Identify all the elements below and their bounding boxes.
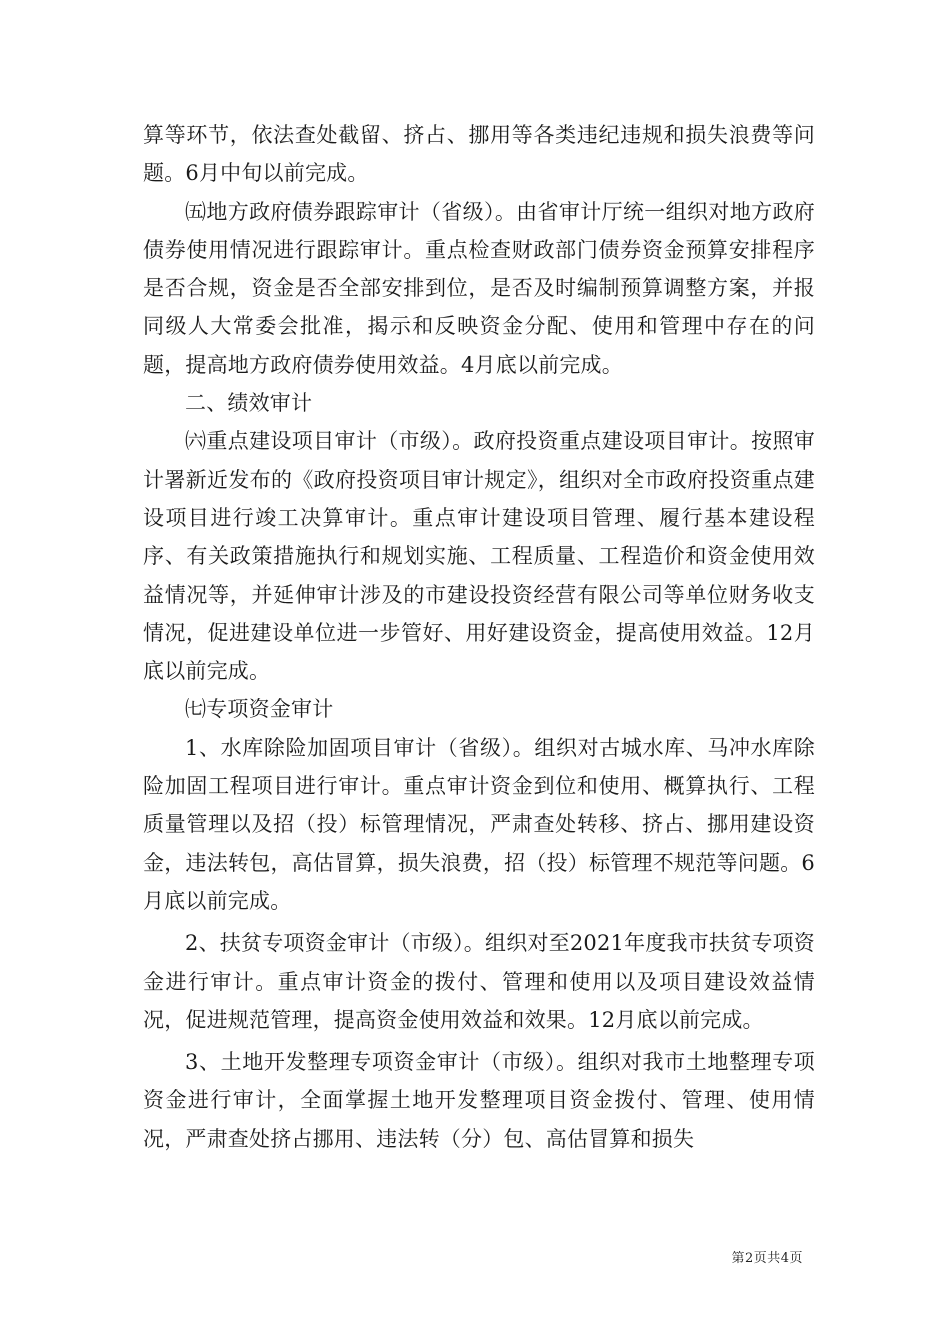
paragraph-section-5: ㈤地方政府债券跟踪审计（省级）。由省审计厅统一组织对地方政府债券使用情况进行跟踪审计。重点检查财政部门债券资金预算安排程序是否合规，资金是否全部安排到位，是否及时编制预算调整方案，并报同级人大常委会批准，揭示和反映资金分配、使用和管理中存在的问题，提高地方政府债券使用效益。4月底以前完成。 — [143, 199, 815, 377]
paragraph-item-1: 1、水库除险加固项目审计（省级）。组织对古城水库、马冲水库除险加固工程项目进行审计。重点审计资金到位和使用、概算执行、工程质量管理以及招（投）标管理情况，严肃查处转移、挤占、挪用建设资金，违法转包，高估冒算，损失浪费，招（投）标管理不规范等问题。6月底以前完成。 — [143, 735, 815, 913]
document-body — [143, 116, 815, 1158]
paragraph-item-2: 2、扶贫专项资金审计（市级）。组织对至2021年度我市扶贫专项资金进行审计。重点审计资金的拨付、管理和使用以及项目建设效益情况，促进规范管理，提高资金使用效益和效果。12月底以前完成。 — [143, 931, 815, 1032]
page-number-footer: 第2页共4页 — [731, 1251, 803, 1266]
paragraph-continuation: 算等环节，依法查处截留、挤占、挪用等各类违纪违规和损失浪费等问题。6月中旬以前完成。 — [143, 123, 815, 186]
paragraph-item-3: 3、土地开发整理专项资金审计（市级）。组织对我市土地整理专项资金进行审计，全面掌握土地开发整理项目资金拨付、管理、使用情况，严肃查处挤占挪用、违法转（分）包、高估冒算和损失 — [143, 1050, 815, 1151]
paragraph-section-6: ㈥重点建设项目审计（市级）。政府投资重点建设项目审计。按照审计署新近发布的《政府投资项目审计规定》，组织对全市政府投资重点建设项目进行竣工决算审计。重点审计建设项目管理、履行基本建设程序、有关政策措施执行和规划实施、工程质量、工程造价和资金使用效益情况等，并延伸审计涉及的市建设投资经营有限公司等单位财务收支情况，促进建设单位进一步管好、用好建设资金，提高使用效益。12月底以前完成。 — [143, 429, 815, 684]
heading-special-funds-audit: ㈦专项资金审计 — [185, 697, 334, 722]
heading-performance-audit: 二、绩效审计 — [185, 391, 313, 416]
